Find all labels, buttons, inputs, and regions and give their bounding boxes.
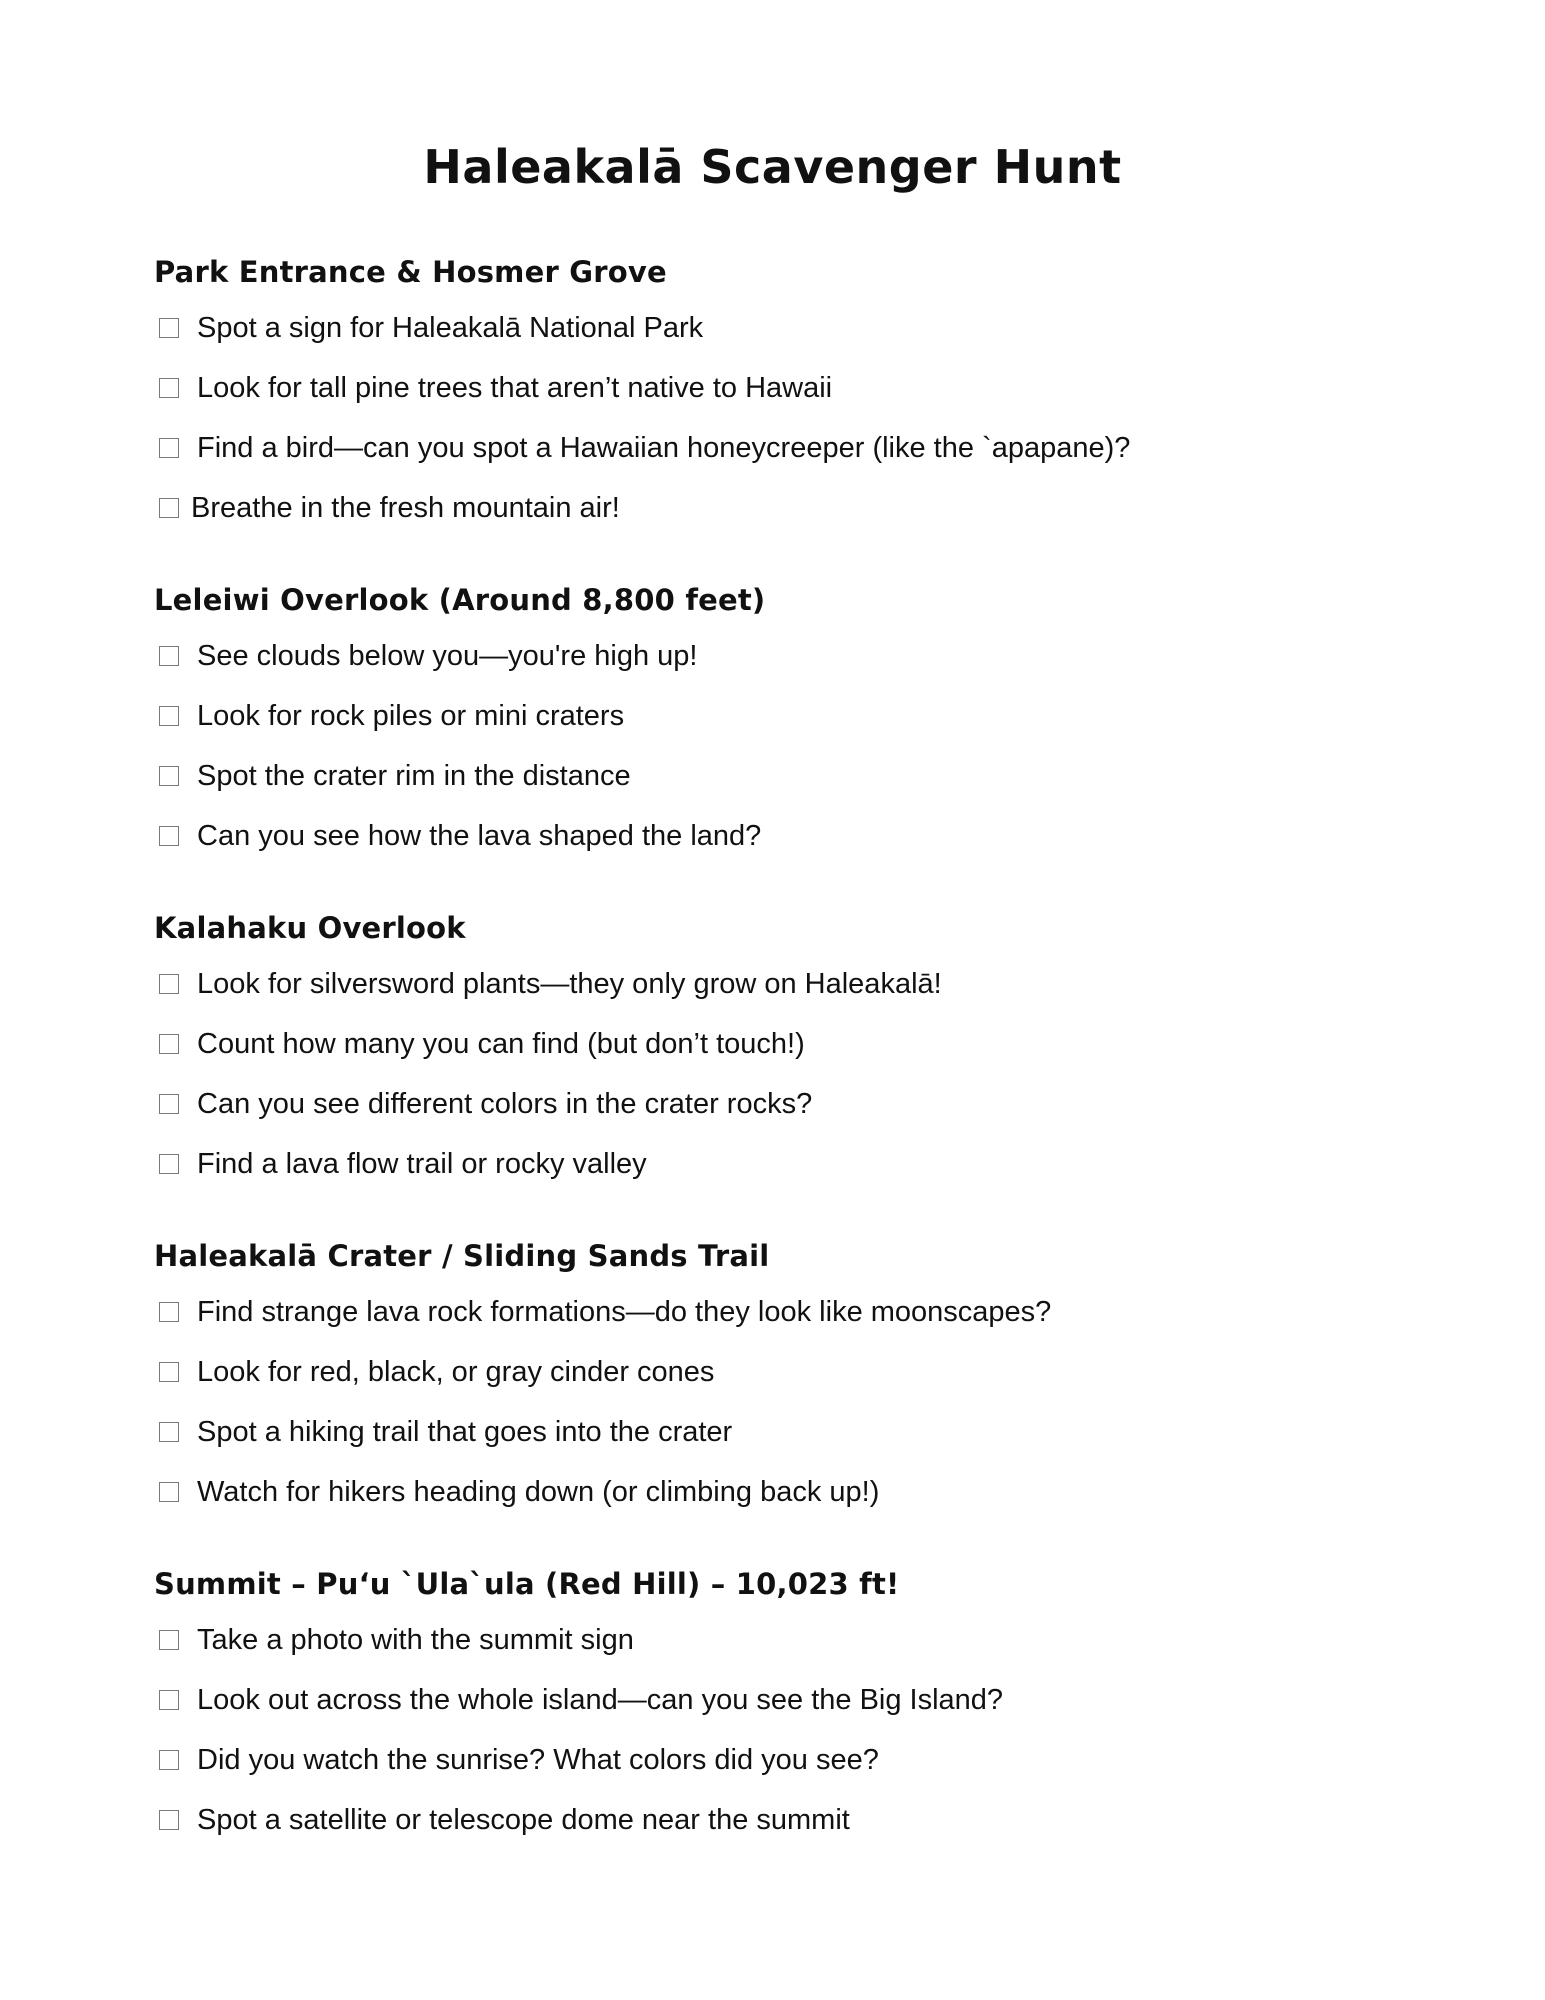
item-text: Look for rock piles or mini craters [197,699,625,732]
item-text: Did you watch the sunrise? What colors did you see? [197,1743,879,1776]
list-item [154,1670,1454,1730]
checkbox[interactable] [159,1810,179,1830]
checkbox[interactable] [159,1482,179,1502]
item-text: Watch for hikers heading down (or climbing back up!) [197,1475,880,1508]
checkbox[interactable] [159,1362,179,1382]
checkbox[interactable] [159,1690,179,1710]
item-text: Spot a satellite or telescope dome near the summit [197,1803,850,1836]
list-item [154,478,1454,538]
checkbox[interactable] [159,1154,179,1174]
list-item [154,1014,1454,1074]
checkbox[interactable] [159,318,179,338]
item-text: See clouds below you—you're high up! [197,639,698,672]
item-text: Find a bird—can you spot a Hawaiian honeycreeper (like the `apapane)? [197,431,1131,464]
checklist [154,248,1454,1888]
item-text: Spot a hiking trail that goes into the crater [197,1415,733,1448]
list-item [154,1402,1454,1462]
list-item [154,1074,1454,1134]
section-summit [154,1560,1454,1850]
list-item [154,1134,1454,1194]
checkbox[interactable] [159,438,179,458]
item-text: Spot the crater rim in the distance [197,759,631,792]
section-heading: Haleakalā Crater / Sliding Sands Trail [154,1239,770,1273]
list-item [154,954,1454,1014]
item-text: Breathe in the fresh mountain air! [191,491,620,524]
item-text: Find strange lava rock formations—do they look like moonscapes? [197,1295,1052,1328]
list-item [154,1342,1454,1402]
item-text: Look out across the whole island—can you see the Big Island? [197,1683,1004,1716]
checkbox[interactable] [159,646,179,666]
list-item [154,1462,1454,1522]
item-text: Look for tall pine trees that aren’t native to Hawaii [197,371,833,404]
item-text: Spot a sign for Haleakalā National Park [197,311,704,344]
checkbox[interactable] [159,1422,179,1442]
item-text: Look for red, black, or gray cinder cones [197,1355,715,1388]
list-item [154,298,1454,358]
list-item [154,1610,1454,1670]
section-heading: Park Entrance & Hosmer Grove [154,255,667,289]
list-item [154,1790,1454,1850]
checkbox[interactable] [159,1302,179,1322]
section-heading: Summit – Puʻu `Ula`ula (Red Hill) – 10,023 ft! [154,1567,900,1601]
checkbox[interactable] [159,1630,179,1650]
item-text: Count how many you can find (but don’t touch!) [197,1027,805,1060]
checkbox[interactable] [159,378,179,398]
item-text: Find a lava flow trail or rocky valley [197,1147,647,1180]
list-item [154,686,1454,746]
checkbox[interactable] [159,826,179,846]
checkbox[interactable] [159,974,179,994]
checkbox[interactable] [159,498,179,518]
section-kalahaku-overlook [154,904,1454,1194]
item-text: Can you see different colors in the crater rocks? [197,1087,813,1120]
section-park-entrance [154,248,1454,538]
section-heading: Kalahaku Overlook [154,911,466,945]
section-heading: Leleiwi Overlook (Around 8,800 feet) [154,583,766,617]
list-item [154,1730,1454,1790]
list-item [154,746,1454,806]
page-title: Haleakalā Scavenger Hunt [423,140,1122,194]
item-text: Can you see how the lava shaped the land? [197,819,762,852]
checkbox[interactable] [159,706,179,726]
list-item [154,626,1454,686]
item-text: Take a photo with the summit sign [197,1623,634,1656]
list-item [154,1282,1454,1342]
section-leleiwi-overlook [154,576,1454,866]
checkbox[interactable] [159,1034,179,1054]
list-item [154,806,1454,866]
checkbox[interactable] [159,1094,179,1114]
section-crater-trail [154,1232,1454,1522]
checkbox[interactable] [159,1750,179,1770]
checkbox[interactable] [159,766,179,786]
list-item [154,418,1454,478]
list-item [154,358,1454,418]
item-text: Look for silversword plants—they only grow on Haleakalā! [197,967,942,1000]
